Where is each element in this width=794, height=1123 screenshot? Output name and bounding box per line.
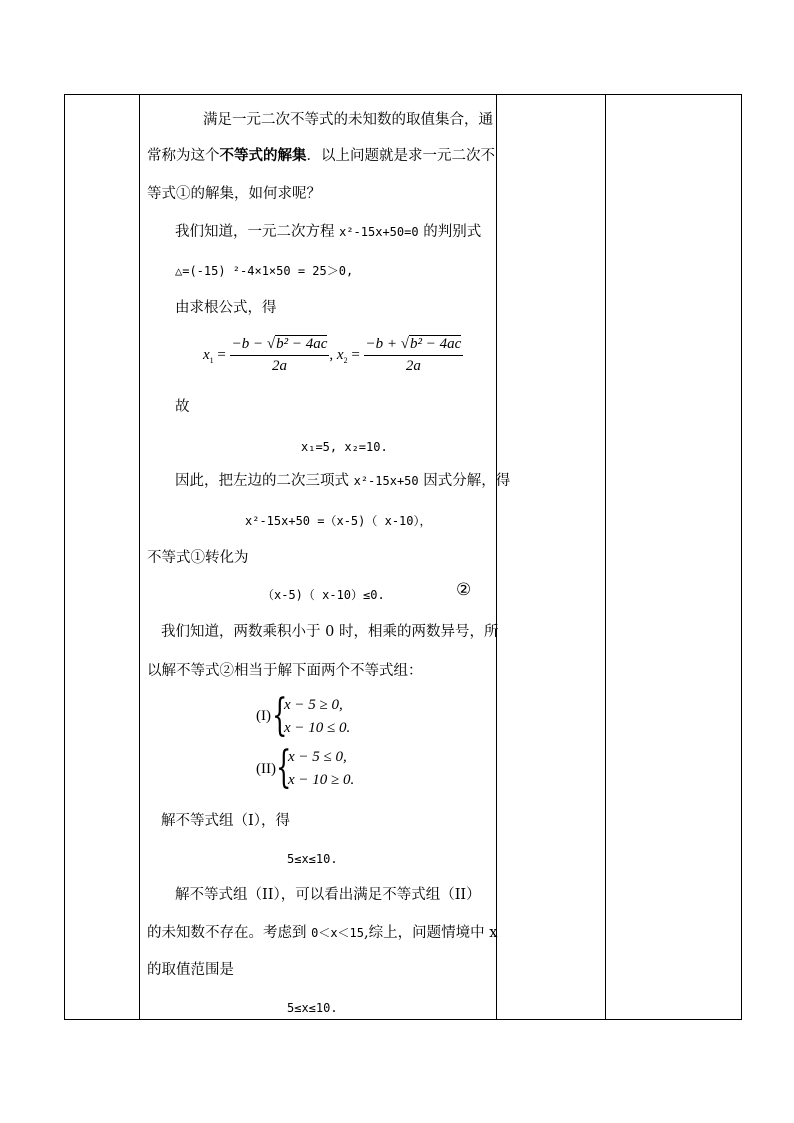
para-line-12: 不等式①转化为 <box>147 550 249 566</box>
denominator: 2a <box>272 358 288 374</box>
system-II-row-2: x − 10 ≥ 0. <box>288 772 355 788</box>
para-line-4 <box>175 223 481 241</box>
para-line-3: 等式①的解集，如何求呢？ <box>147 186 321 202</box>
system-II-row-1: x − 5 ≤ 0, <box>288 749 347 765</box>
text-run: 的未知数不存在。考虑到 <box>147 925 312 941</box>
text-run: ,综上，问题情境中 x <box>364 925 498 941</box>
equation-number-2: ② <box>456 580 472 600</box>
para-line-18: 解不等式组（II），可以看出满足不等式组（II） <box>175 887 481 903</box>
text-run: 我们知道，一元二次方程 <box>175 224 340 240</box>
numerator-part: −b + <box>365 336 401 352</box>
discriminant-line: △=(-15) ²-4×1×50 = 25＞0, <box>175 264 354 278</box>
inequality-line: （x-5)（ x-10）≤0. <box>262 588 385 602</box>
radicand: b² − 4ac <box>410 336 462 352</box>
para-line-15: 以解不等式②相当于解下面两个不等式组： <box>147 663 423 679</box>
solution-I-line: 5≤x≤10. <box>287 852 338 866</box>
factorization-line: x²-15x+50 =（x-5)（ x-10）， <box>245 514 432 528</box>
system-I-label: (I) <box>256 708 271 724</box>
expression-inline: x²-15x+50 <box>353 474 419 488</box>
system-II-label: (II) <box>256 761 276 777</box>
root-fraction-1: $\frac{\text{−b − √b² − 4ac}}{2a}$ <box>231 336 328 374</box>
system-I-row-2: x − 10 ≤ 0. <box>284 720 351 736</box>
system-II-brace: { <box>276 742 292 793</box>
denominator: 2a <box>405 358 421 374</box>
quadratic-formula: $x_1$ = $\frac{\text{−b − √b² − 4ac}}{2a}$ , $x_2$ = $\frac{\text{−b + √b² − 4ac}}{2a}$ <box>203 336 462 374</box>
system-I-row-1: x − 5 ≥ 0, <box>284 697 343 713</box>
para-line-10 <box>175 472 510 490</box>
para-line-20: 的取值范围是 <box>147 962 234 978</box>
roots-line: x₁=5, x₂=10. <box>301 440 388 454</box>
numerator-part: −b − <box>231 336 267 352</box>
column-divider-2 <box>496 95 497 1019</box>
text-run: ．以上问题就是求一元二次不 <box>306 148 495 164</box>
formula-var: x <box>203 346 210 363</box>
root-fraction-2: $\frac{\text{−b + √b² − 4ac}}{2a}$ <box>365 336 462 374</box>
para-line-8: 故 <box>175 399 190 415</box>
column-divider-1 <box>139 95 140 1019</box>
radicand: b² − 4ac <box>276 336 328 352</box>
term-solution-set: 不等式的解集 <box>219 147 307 164</box>
para-line-6: 由求根公式，得 <box>175 300 277 316</box>
range-inline: 0＜x＜15 <box>311 926 365 940</box>
para-line-2 <box>147 147 495 165</box>
system-I-brace: { <box>272 690 288 741</box>
para-line-16: 解不等式组（I），得 <box>161 813 290 829</box>
final-answer-line: 5≤x≤10. <box>287 1001 338 1015</box>
para-line-19 <box>147 924 497 942</box>
text-run: 常称为这个 <box>147 148 220 164</box>
text-run: 因此，把左边的二次三项式 <box>175 473 354 489</box>
formula-separator: , <box>329 346 337 363</box>
formula-subscript: 2 <box>343 355 348 365</box>
text-run: 因式分解，得 <box>418 473 511 489</box>
formula-var: x <box>336 346 344 363</box>
equation-inline: x²-15x+50=0 <box>339 225 419 239</box>
formula-subscript: 1 <box>209 355 214 365</box>
text-run: 的判别式 <box>418 224 482 240</box>
column-divider-3 <box>605 95 606 1019</box>
para-line-14: 我们知道，两数乘积小于 0 时，相乘的两数异号，所 <box>161 624 499 640</box>
para-line-1: 满足一元二次不等式的未知数的取值集合，通 <box>203 112 493 128</box>
